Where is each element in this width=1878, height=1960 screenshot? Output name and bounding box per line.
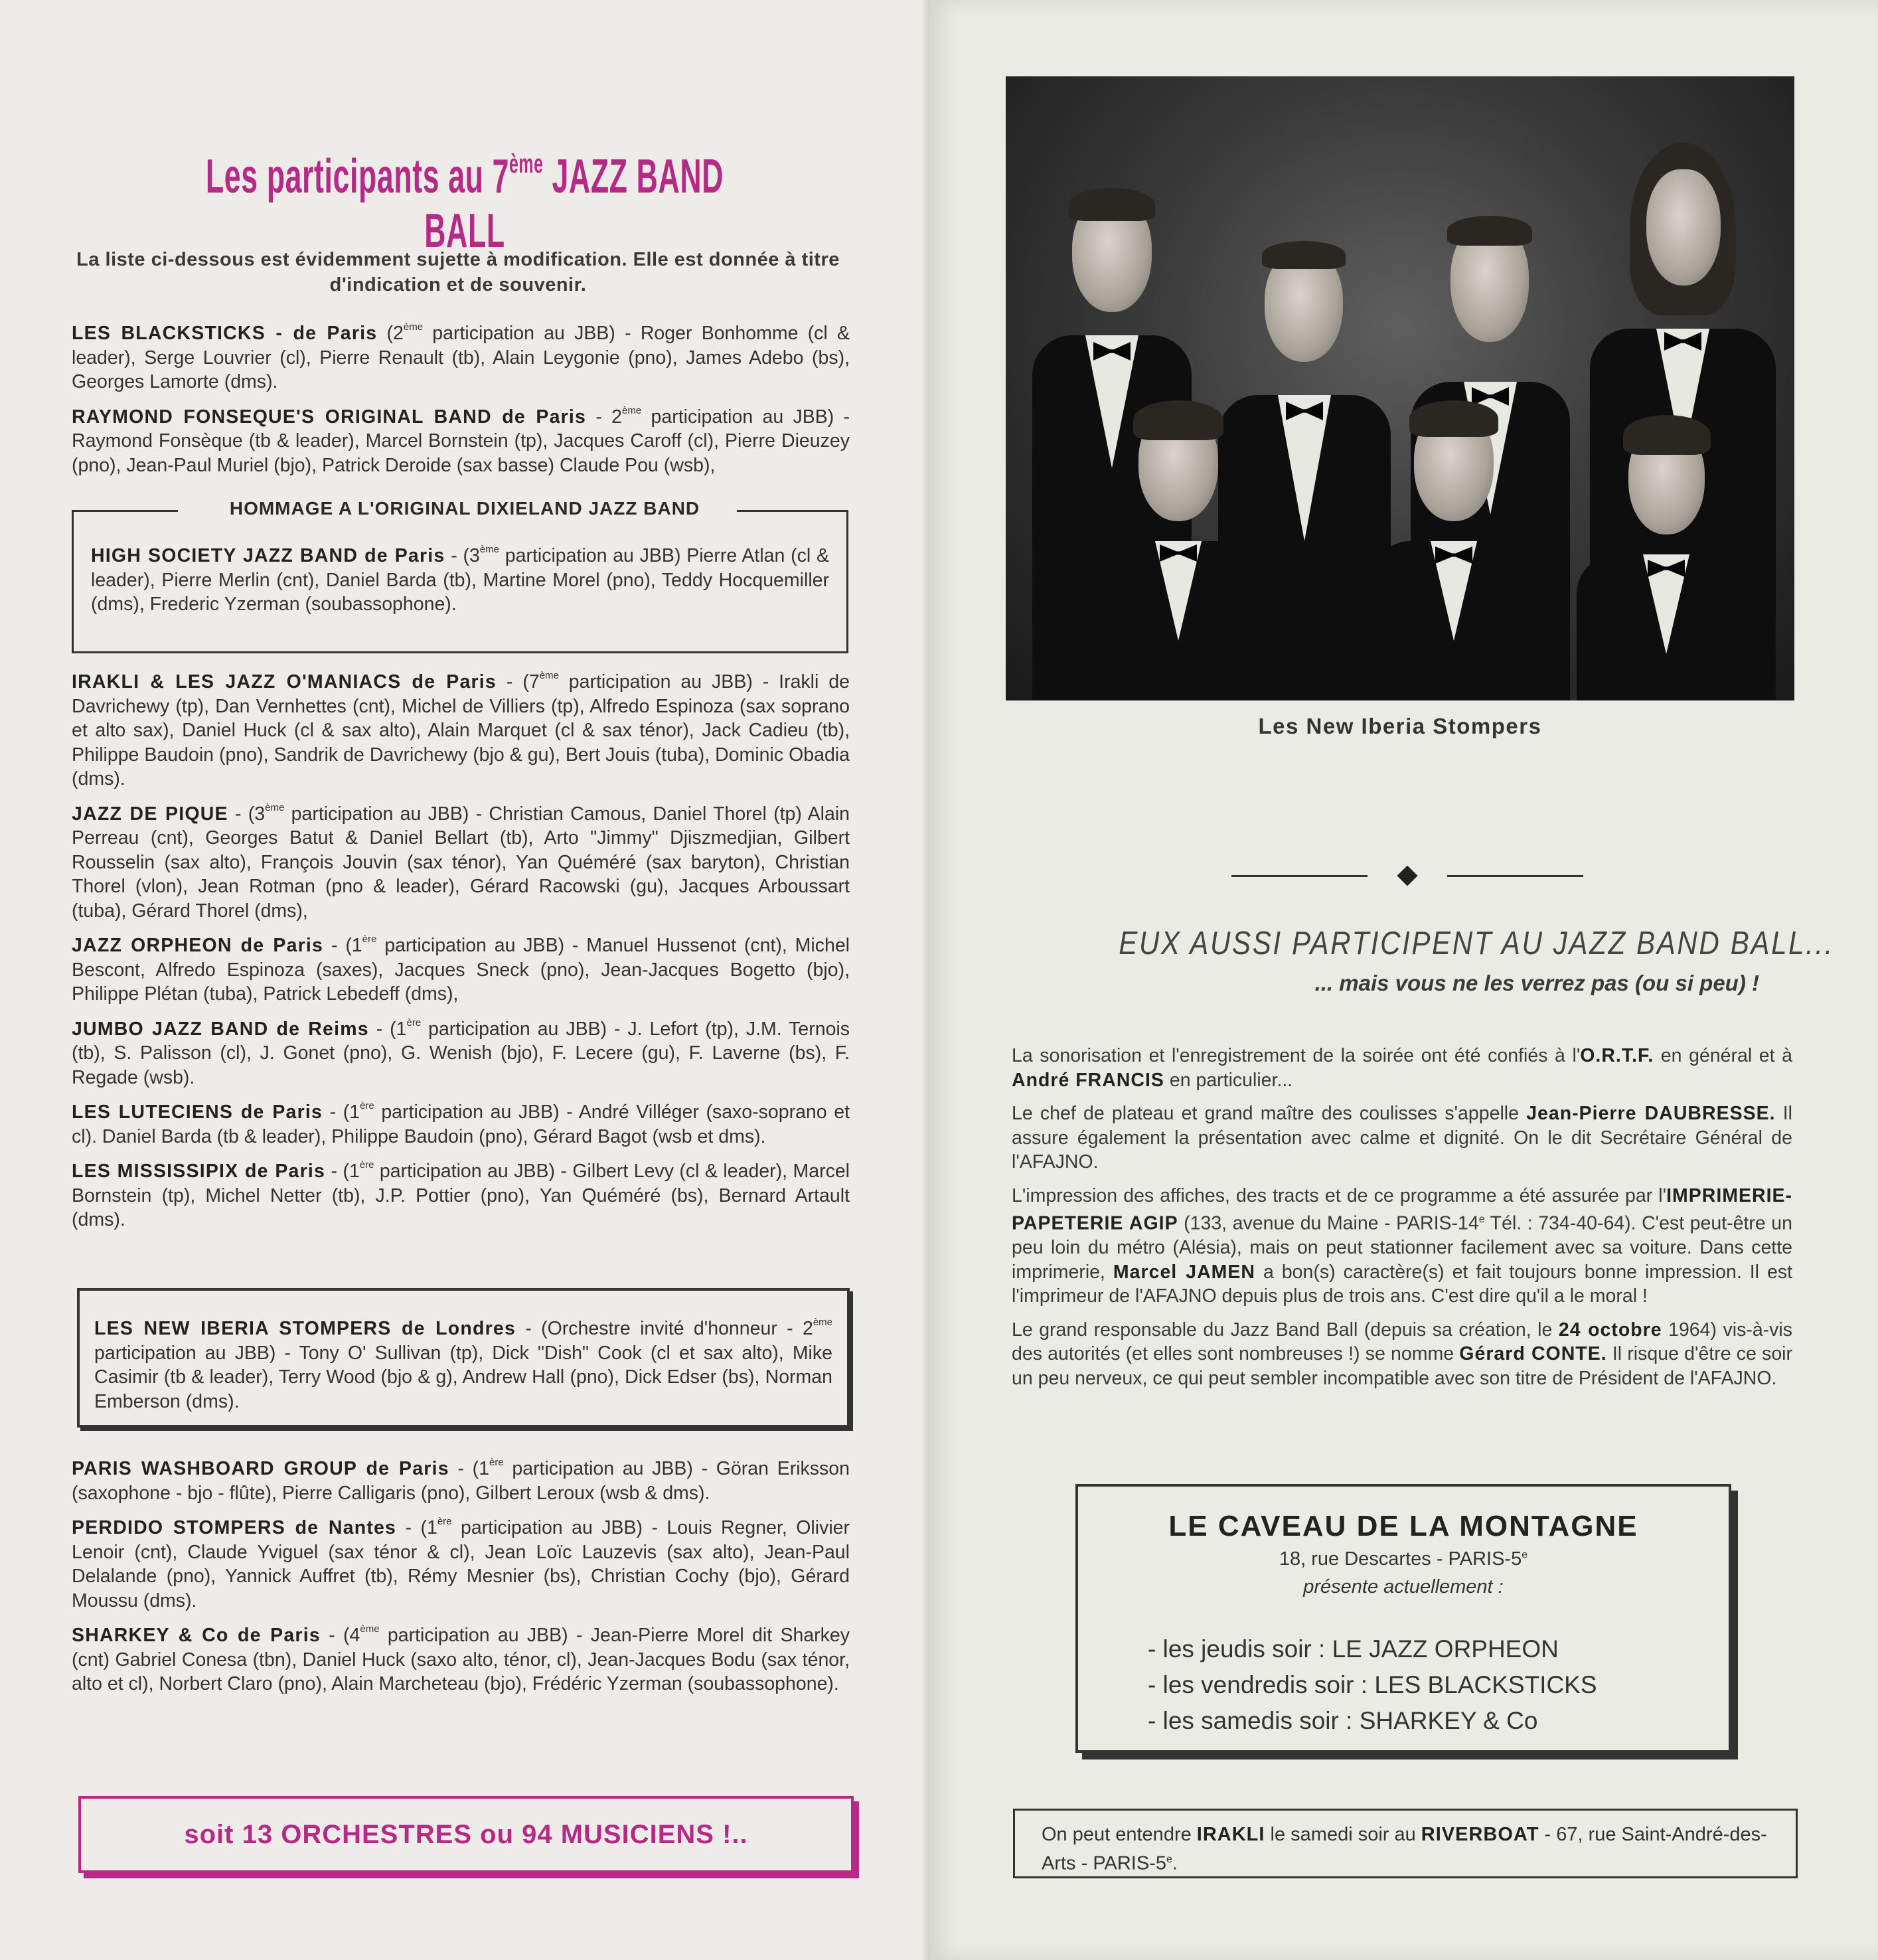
schedule-item: - les samedis soir : SHARKEY & Co <box>1148 1707 1538 1734</box>
band-entry: JAZZ ORPHEON de Paris - (1ère participation au JBB) - Manuel Hussenot (cnt), Michel Bescont, Alfredo Espinoza (saxes), Jacques Sneck (pno), Jean-Jacques Bogetto (bjo), Philippe Plétan (tuba), Patrick Lebedeff (dms), <box>72 934 850 1005</box>
caveau-address: 18, rue Descartes - PARIS-5e <box>1279 1548 1528 1570</box>
homage-heading: HOMMAGE A L'ORIGINAL DIXIELAND JAZZ BAND <box>229 498 700 519</box>
band-entry: HIGH SOCIETY JAZZ BAND de Paris - (3ème participation au JBB) Pierre Atlan (cl & leader), Pierre Merlin (cnt), Daniel Barda (tb), Martine Morel (pno), Teddy Hocquemiller (dms), Frederic Yzerman (soubassophone). <box>91 544 829 615</box>
guest-band-box <box>77 1288 850 1428</box>
caveau-presents: présente actuellement : <box>1303 1576 1504 1597</box>
credit-paragraph: La sonorisation et l'enregistrement de la soirée ont été confiés à l'O.R.T.F. en général et à André FRANCIS en particulier... <box>1012 1045 1792 1091</box>
band-photo <box>1006 76 1794 700</box>
intro-text: La liste ci-dessous est évidemment sujette à modification. Elle est donnée à titre d'indication et de souvenir. <box>76 249 840 295</box>
diamond-icon <box>1397 865 1417 886</box>
band-entry: LES BLACKSTICKS - de Paris (2ème participation au JBB) - Roger Bonhomme (cl & leader), Serge Louvrier (cl), Pierre Renault (tb), Alain Leygonie (pno), James Adebo (bs), Georges Lamorte (dms). <box>72 321 850 392</box>
section-subtitle: ... mais vous ne les verrez pas (ou si peu) ! <box>1314 971 1759 995</box>
credit-paragraph: Le grand responsable du Jazz Band Ball (depuis sa création, le 24 octobre 1964) vis-à-vis des autorités (et elles sont nombreuses !) se nomme Gérard CONTE. Il risque d'être ce soir un peu nerveux, ce qui peut sembler incompatible avec son titre de Président de l'AFAJNO. <box>1012 1319 1792 1389</box>
total-text: soit 13 ORCHESTRES ou 94 MUSICIENS !.. <box>184 1819 748 1849</box>
band-entry: LES LUTECIENS de Paris - (1ère participation au JBB) - André Villéger (saxo-soprano et cl). Daniel Barda (tb & leader), Philippe Baudoin (pno), Gérard Bagot (wsb et dms). <box>72 1100 850 1147</box>
caveau-ad-box <box>1075 1484 1731 1753</box>
riverboat-text: On peut entendre IRAKLI le samedi soir au RIVERBOAT - 67, rue Saint-André-des-Arts - PARIS-5e. <box>1042 1824 1767 1874</box>
band-entry: LES NEW IBERIA STOMPERS de Londres - (Orchestre invité d'honneur - 2ème participation au JBB) - Tony O' Sullivan (tp), Dick "Dish" Cook (cl et sax alto), Mike Casimir (tb & leader), Terry Wood (bjo & g), Andrew Hall (pno), Dick Edser (bs), Norman Emberson (dms). <box>94 1317 833 1412</box>
band-list-2 <box>72 664 850 1237</box>
divider-left <box>1231 875 1368 877</box>
homage-box <box>72 511 848 653</box>
band-entry: RAYMOND FONSEQUE'S ORIGINAL BAND de Paris - 2ème participation au JBB) - Raymond Fonsèque (tb & leader), Marcel Bornstein (tp), Jacques Caroff (cl), Pierre Dieuzey (pno), Jean-Paul Muriel (bjo), Patrick Deroide (sax basse) Claude Pou (wsb), <box>72 404 850 476</box>
band-entry: PARIS WASHBOARD GROUP de Paris - (1ère participation au JBB) - Göran Eriksson (saxophone - bjo - flûte), Pierre Calligaris (pno), Gilbert Leroux (wsb & dms). <box>72 1457 850 1504</box>
band-entry: LES MISSISSIPIX de Paris - (1ère participation au JBB) - Gilbert Levy (cl & leader), Marcel Bornstein (tp), Michel Netter (tb), J.P. Pottier (pno), Yan Quéméré (bs), Bernard Artault (dms). <box>72 1159 850 1230</box>
page-title: Les participants au 7ème JAZZ BAND BALL <box>205 149 724 258</box>
band-list-1 <box>72 315 850 482</box>
total-box <box>78 1796 854 1873</box>
photo-caption: Les New Iberia Stompers <box>1258 714 1542 738</box>
band-entry: JUMBO JAZZ BAND de Reims - (1ère participation au JBB) - J. Lefort (tp), J.M. Ternois (tb), S. Palisson (cl), J. Gonet (pno), G. Wenish (bjo), F. Lecere (gu), F. Laverne (bs), F. Regade (wsb). <box>72 1017 850 1088</box>
section-title: EUX AUSSI PARTICIPENT AU JAZZ BAND BALL... <box>1119 926 1835 961</box>
band-entry: PERDIDO STOMPERS de Nantes - (1ère participation au JBB) - Louis Regner, Olivier Lenoir (cnt), Claude Yviguel (sax ténor & cl), Jean Loïc Lauzevis (sax alto), Jean-Paul Delalande (pno), Yannick Auffret (tb), Rémy Mesnier (bs), Christian Cochy (bjo), Gérard Moussu (dms). <box>72 1516 850 1611</box>
schedule-item: - les jeudis soir : LE JAZZ ORPHEON <box>1148 1635 1559 1663</box>
caveau-schedule <box>1148 1631 1597 1739</box>
band-list-3 <box>72 1451 850 1701</box>
band-entry: IRAKLI & LES JAZZ O'MANIACS de Paris - (7ème participation au JBB) - Irakli de Davrichewy (tp), Dan Vernhettes (cnt), Michel de Villiers (tp), Alfredo Espinoza (sax soprano et alto sax), Daniel Huck (cl & sax alto), Alain Marquet (cl & sax ténor), Jack Cadieu (tb), Philippe Baudoin (pno), Sandrik de Davrichewy (bjo & gu), Bert Jouis (tuba), Dominic Obadia (dms). <box>72 670 850 789</box>
credit-paragraph: L'impression des affiches, des tracts et de ce programme a été assurée par l'IMPRIMERIE-PAPETERIE AGIP (133, avenue du Maine - PARIS-14e Tél. : 734-40-64). C'est peut-être un peu loin du métro (Alésia), mais on peut stationner facilement avec sa voiture. Dans cette imprimerie, Marcel JAMEN a bon(s) caractère(s) et fait toujours bonne impression. Il est l'imprimeur de l'AFAJNO depuis plus de trois ans. C'est dire qu'il a le moral ! <box>1012 1184 1792 1307</box>
schedule-item: - les vendredis soir : LES BLACKSTICKS <box>1148 1671 1597 1698</box>
riverboat-box <box>1013 1809 1798 1878</box>
credits-text <box>1012 1044 1792 1400</box>
divider-right <box>1447 875 1583 877</box>
band-entry: SHARKEY & Co de Paris - (4ème participation au JBB) - Jean-Pierre Morel dit Sharkey (cnt) Gabriel Conesa (tbn), Daniel Huck (saxo alto, ténor, cl), Jean-Jacques Bodu (sax ténor, alto et cl), Norbert Claro (pno), Alain Marcheteau (bjo), Frédéric Yzerman (soubassophone). <box>72 1623 850 1694</box>
band-entry: JAZZ DE PIQUE - (3ème participation au JBB) - Christian Camous, Daniel Thorel (tp) Alain Perreau (cnt), Georges Batut & Daniel Bellart (tb), Arto "Jimmy" Djiszmedjian, Gilbert Rousselin (sax alto), François Jouvin (sax ténor), Yan Quéméré (sax baryton), Christian Thorel (vlon), Jean Rotman (pno & leader), Gérard Racowski (gu), Jacques Arboussart (tuba), Gérard Thorel (dms), <box>72 801 850 922</box>
left-page <box>0 0 929 1960</box>
credit-paragraph: Le chef de plateau et grand maître des coulisses s'appelle Jean-Pierre DAUBRESSE. Il assure également la présentation avec calme et dignité. On le dit Secrétaire Général de l'AFAJNO. <box>1012 1103 1793 1173</box>
caveau-title: LE CAVEAU DE LA MONTAGNE <box>1168 1510 1638 1542</box>
right-page <box>929 0 1878 1960</box>
